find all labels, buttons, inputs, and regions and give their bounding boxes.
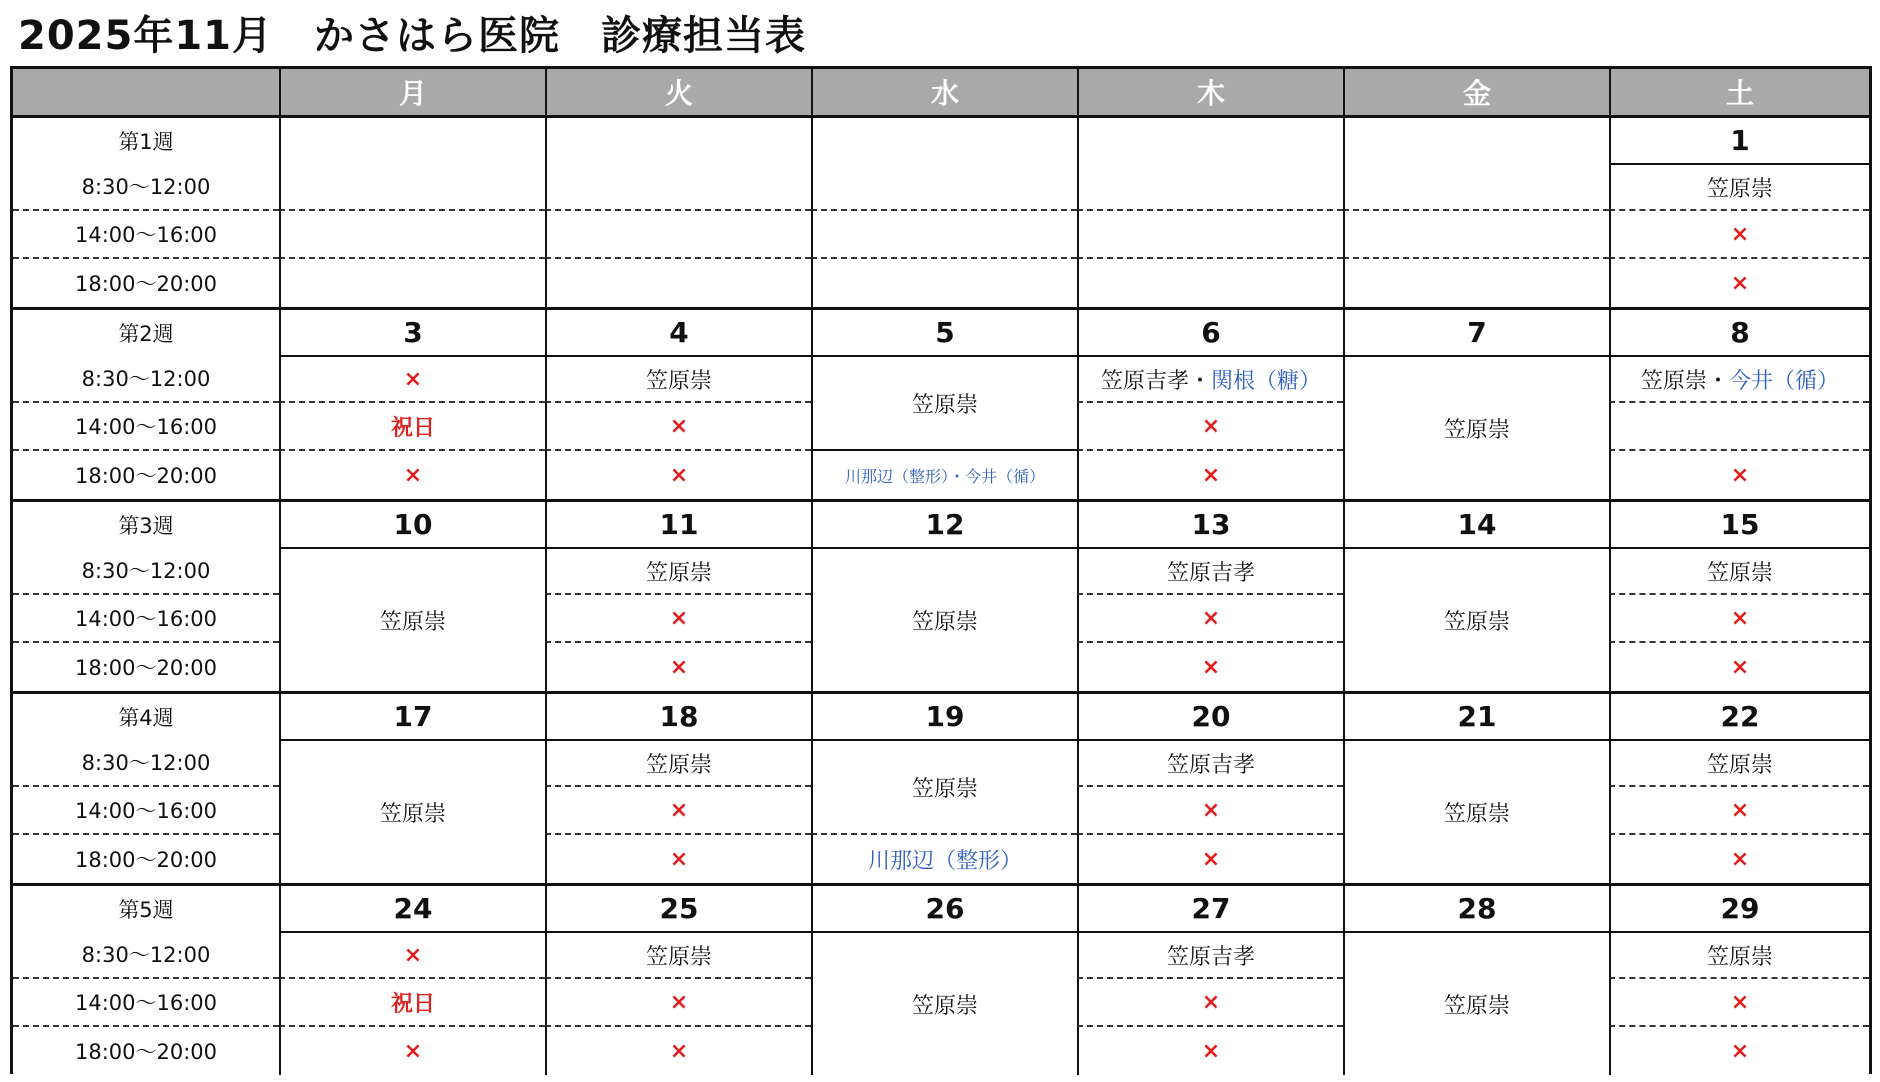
date-cell: 12 [811,499,1077,547]
closed-mark: × [669,846,689,872]
time-slot-label: 18:00〜20:00 [13,259,279,307]
slot-cell [1077,835,1343,883]
date-cell [279,115,545,163]
doctor-name: 笠原崇 [911,776,978,802]
empty-slot [1343,211,1609,259]
date-cell: 25 [545,883,811,931]
slot-cell [1077,739,1343,787]
merged-slot [279,739,545,883]
doctor-name: 笠原崇 [645,560,712,586]
doctor-name: 笠原崇 [911,392,978,418]
week-label: 第5週 [13,883,279,931]
closed-mark: × [669,1038,689,1064]
date-cell: 4 [545,307,811,355]
slot-cell [1609,931,1869,979]
time-slot-label: 14:00〜16:00 [13,211,279,259]
slot-cell [279,1027,545,1075]
doctor-name: 笠原崇 [1443,993,1510,1019]
date-cell [811,115,1077,163]
slot-cell [545,931,811,979]
time-slot-label: 18:00〜20:00 [13,451,279,499]
header-weekday: 水 [811,69,1077,115]
time-slot-label: 8:30〜12:00 [13,355,279,403]
slot-cell [1077,355,1343,403]
closed-mark: × [1730,989,1750,1015]
header-weekday: 火 [545,69,811,115]
merged-slot [1343,355,1609,499]
page-title: 2025年11月 かさはら医院 診療担当表 [18,13,806,59]
slot-cell [545,643,811,691]
merged-slot [1343,547,1609,691]
closed-mark: × [1201,989,1221,1015]
time-slot-label: 8:30〜12:00 [13,547,279,595]
slot-cell [1609,451,1869,499]
closed-mark: × [669,462,689,488]
slot-cell [1077,547,1343,595]
date-cell [545,115,811,163]
date-cell: 8 [1609,307,1869,355]
date-cell: 17 [279,691,545,739]
empty-slot [1077,211,1343,259]
closed-mark: × [1730,846,1750,872]
slot-cell [1077,595,1343,643]
merged-slot [811,739,1077,835]
doctor-name: 笠原崇 [379,609,446,635]
schedule-table [10,66,1872,1074]
closed-mark: × [403,1038,423,1064]
slot-cell [545,979,811,1027]
doctor-name: 笠原崇 [1443,801,1510,827]
empty-slot [811,211,1077,259]
time-slot-label: 14:00〜16:00 [13,787,279,835]
doctor-name: 笠原崇 [911,993,978,1019]
empty-slot [1343,259,1609,307]
closed-mark: × [1201,797,1221,823]
closed-mark: × [1730,797,1750,823]
date-cell: 13 [1077,499,1343,547]
closed-mark: × [1730,221,1750,247]
header-weekday: 金 [1343,69,1609,115]
header-weekday: 木 [1077,69,1343,115]
empty-slot [811,163,1077,211]
doctor-name: 笠原吉孝 [1166,944,1255,970]
closed-mark: × [403,366,423,392]
date-cell: 21 [1343,691,1609,739]
date-cell: 27 [1077,883,1343,931]
slot-cell [545,835,811,883]
date-cell: 6 [1077,307,1343,355]
date-cell: 15 [1609,499,1869,547]
slot-cell [545,355,811,403]
empty-slot [1077,163,1343,211]
slot-cell [1609,547,1869,595]
slot-cell [279,451,545,499]
header-corner [13,69,279,115]
date-cell [1077,115,1343,163]
empty-slot [545,163,811,211]
doctor-name: 笠原崇 [645,944,712,970]
date-cell: 14 [1343,499,1609,547]
closed-mark: × [669,797,689,823]
date-cell [1343,115,1609,163]
slot-cell [545,595,811,643]
guest-doctor: 今井（循） [1729,368,1840,394]
closed-mark: × [1201,462,1221,488]
empty-slot [279,163,545,211]
closed-mark: × [1730,605,1750,631]
closed-mark: × [1730,654,1750,680]
empty-slot [279,211,545,259]
slot-cell [811,451,1077,499]
empty-slot [279,259,545,307]
slot-cell [279,931,545,979]
slot-cell [1609,163,1869,211]
empty-slot [545,259,811,307]
time-slot-label: 18:00〜20:00 [13,835,279,883]
slot-cell [1609,739,1869,787]
date-cell: 29 [1609,883,1869,931]
guest-doctor: 川那辺（整形） [867,848,1022,874]
merged-slot [1343,739,1609,883]
closed-mark: × [1201,1038,1221,1064]
header-weekday: 月 [279,69,545,115]
slot-cell [545,403,811,451]
slot-cell [279,355,545,403]
merged-slot [1343,931,1609,1075]
doctor-name: 笠原崇 [1706,944,1773,970]
time-slot-label: 18:00〜20:00 [13,643,279,691]
slot-cell [1609,259,1869,307]
time-slot-label: 14:00〜16:00 [13,595,279,643]
date-cell: 24 [279,883,545,931]
time-slot-label: 8:30〜12:00 [13,739,279,787]
closed-mark: × [1201,846,1221,872]
closed-mark: × [1201,654,1221,680]
doctor-name: 笠原吉孝・ [1100,368,1211,394]
merged-slot [811,931,1077,1075]
doctor-name: 笠原崇 [1443,609,1510,635]
date-cell: 26 [811,883,1077,931]
slot-cell [1077,931,1343,979]
empty-slot [1077,259,1343,307]
slot-cell [1077,787,1343,835]
closed-mark: × [669,989,689,1015]
slot-cell [1609,643,1869,691]
date-cell: 7 [1343,307,1609,355]
closed-mark: × [1730,1038,1750,1064]
doctor-name: 笠原吉孝 [1166,752,1255,778]
time-slot-label: 14:00〜16:00 [13,403,279,451]
doctor-name: 笠原崇 [379,801,446,827]
empty-slot [1609,403,1869,451]
merged-slot [811,355,1077,451]
time-slot-label: 18:00〜20:00 [13,1027,279,1075]
slot-cell [1609,355,1869,403]
week-label: 第4週 [13,691,279,739]
slot-cell [279,979,545,1027]
doctor-name: 笠原崇 [1706,176,1773,202]
slot-cell [1077,403,1343,451]
date-cell: 5 [811,307,1077,355]
time-slot-label: 8:30〜12:00 [13,163,279,211]
slot-cell [1077,979,1343,1027]
slot-cell [1609,595,1869,643]
week-label: 第1週 [13,115,279,163]
date-cell: 20 [1077,691,1343,739]
empty-slot [811,259,1077,307]
empty-slot [1343,163,1609,211]
slot-cell [811,835,1077,883]
slot-cell [1609,835,1869,883]
date-cell: 28 [1343,883,1609,931]
closed-mark: × [1201,605,1221,631]
date-cell: 10 [279,499,545,547]
slot-cell [1609,1027,1869,1075]
week-label: 第2週 [13,307,279,355]
merged-slot [811,547,1077,691]
doctor-name: 笠原吉孝 [1166,560,1255,586]
slot-cell [545,451,811,499]
date-cell: 11 [545,499,811,547]
time-slot-label: 14:00〜16:00 [13,979,279,1027]
merged-slot [279,547,545,691]
guest-doctor: 川那辺（整形）・今井（循） [844,466,1045,486]
closed-mark: × [669,654,689,680]
closed-mark: × [1730,462,1750,488]
week-label: 第3週 [13,499,279,547]
slot-cell [1609,979,1869,1027]
closed-mark: × [669,605,689,631]
date-cell: 1 [1609,115,1869,163]
slot-cell [279,403,545,451]
slot-cell [1609,211,1869,259]
doctor-name: 笠原崇・ [1640,368,1729,394]
doctor-name: 笠原崇 [645,752,712,778]
doctor-name: 笠原崇 [645,368,712,394]
closed-mark: × [403,942,423,968]
date-cell: 3 [279,307,545,355]
slot-cell [545,547,811,595]
holiday-label: 祝日 [390,991,435,1017]
slot-cell [1077,451,1343,499]
closed-mark: × [669,413,689,439]
slot-cell [545,739,811,787]
header-weekday: 土 [1609,69,1869,115]
date-cell: 19 [811,691,1077,739]
doctor-name: 笠原崇 [1706,752,1773,778]
holiday-label: 祝日 [390,415,435,441]
slot-cell [1077,1027,1343,1075]
doctor-name: 笠原崇 [1443,417,1510,443]
closed-mark: × [1201,413,1221,439]
guest-doctor: 関根（糖） [1211,368,1322,394]
closed-mark: × [1730,270,1750,296]
doctor-name: 笠原崇 [911,609,978,635]
slot-cell [1609,787,1869,835]
closed-mark: × [403,462,423,488]
date-cell: 22 [1609,691,1869,739]
slot-cell [1077,643,1343,691]
empty-slot [545,211,811,259]
time-slot-label: 8:30〜12:00 [13,931,279,979]
doctor-name: 笠原崇 [1706,560,1773,586]
slot-cell [545,1027,811,1075]
date-cell: 18 [545,691,811,739]
slot-cell [545,787,811,835]
